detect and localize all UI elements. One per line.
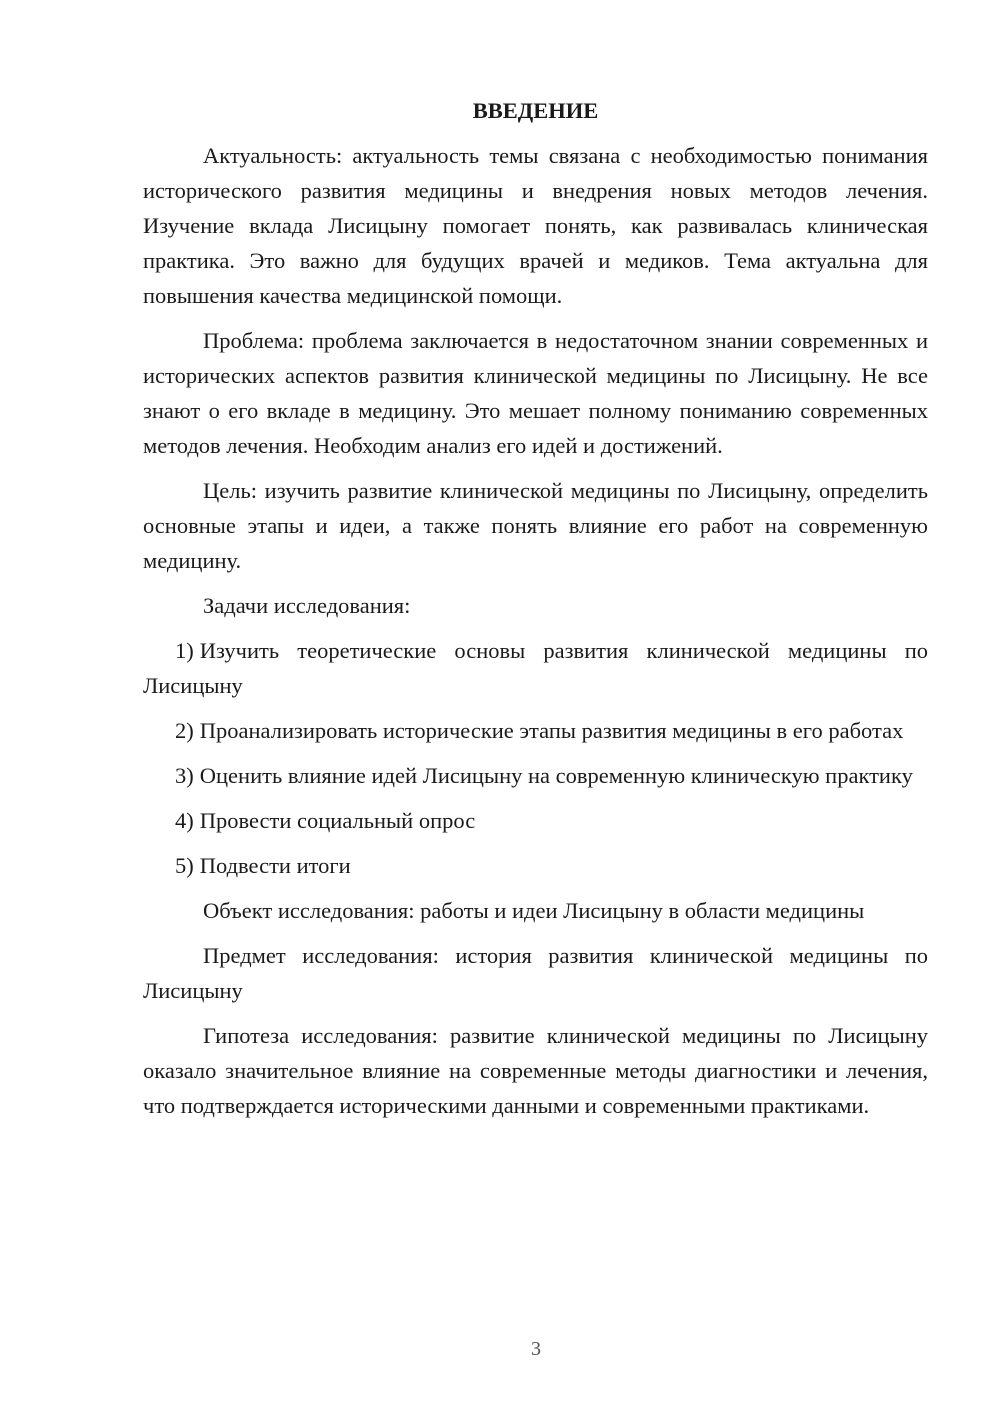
relevance-paragraph: Актуальность: актуальность темы связана с необходимостью понимания исторического развития медицины и внедрения новых методов лечения. Изучение вклада Лисицыну помогает понять, как развивалась клиническая практика. Это важно для будущих врачей и медиков. Тема актуальна для повышения качества медицинской помощи. bbox=[143, 143, 928, 308]
task-item-3 bbox=[143, 758, 928, 793]
tasks-heading: Задачи исследования: bbox=[203, 593, 411, 618]
object-paragraph: Объект исследования: работы и идеи Лисицыну в области медицины bbox=[203, 898, 865, 923]
task-text: Провести социальный опрос bbox=[199, 808, 476, 833]
task-number: 4) bbox=[175, 808, 194, 833]
task-number: 3) bbox=[175, 763, 194, 788]
task-item-2 bbox=[143, 713, 928, 748]
task-item-5 bbox=[143, 848, 928, 883]
task-text: Оценить влияние идей Лисицыну на современную клиническую практику bbox=[199, 763, 913, 788]
task-number: 1) bbox=[175, 638, 194, 663]
hypothesis-paragraph: Гипотеза исследования: развитие клинической медицины по Лисицыну оказало значительное влияние на современные методы диагностики и лечения, что подтверждается историческими данными и современными практиками. bbox=[143, 1023, 928, 1118]
subject-paragraph: Предмет исследования: история развития клинической медицины по Лисицыну bbox=[143, 943, 928, 1003]
task-item-1 bbox=[143, 633, 928, 703]
goal-paragraph: Цель: изучить развитие клинической медицины по Лисицыну, определить основные этапы и идеи, а также понять влияние его работ на современную медицину. bbox=[143, 478, 928, 573]
task-number: 2) bbox=[175, 718, 194, 743]
task-item-4 bbox=[143, 803, 928, 838]
problem-paragraph: Проблема: проблема заключается в недостаточном знании современных и исторических аспектов развития клинической медицины по Лисицыну. Не все знают о его вкладе в медицину. Это мешает полному пониманию современных методов лечения. Необходим анализ его идей и достижений. bbox=[143, 328, 928, 458]
page-content bbox=[143, 93, 928, 1133]
task-text: Проанализировать исторические этапы развития медицины в его работах bbox=[199, 718, 904, 743]
page-title: ВВЕДЕНИЕ bbox=[472, 98, 599, 123]
page-number: 3 bbox=[531, 1338, 541, 1360]
task-text: Изучить теоретические основы развития клинической медицины по Лисицыну bbox=[143, 638, 928, 698]
task-number: 5) bbox=[175, 853, 194, 878]
task-text: Подвести итоги bbox=[199, 853, 351, 878]
